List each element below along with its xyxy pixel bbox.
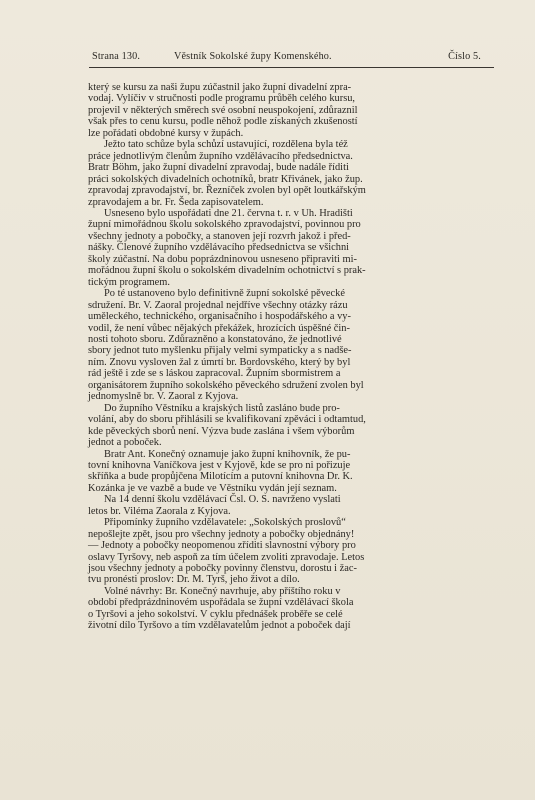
paragraph	[88, 288, 494, 403]
text-line: školy zúčastní. Na dobu poprázdninovou usneseno připraviti mi-	[88, 253, 357, 265]
text-line: jednomyslně br. V. Zaoral z Kyjova.	[88, 391, 239, 403]
text-line: nepošlejte zpět, jsou pro všechny jednoty a pobočky objednány!	[88, 528, 355, 540]
text-line: zpravodajem a br. Fr. Šeda zapisovatelem.	[88, 196, 264, 208]
text-line: životní dílo Tyršovo a tím vzdělavatelům jednot a poboček dají	[88, 620, 351, 632]
text-line: Po té ustanoveno bylo definitivně župní sokolské pěvecké	[104, 288, 345, 300]
text-line: volání, aby do sboru přihlásili se kvalifikovaní zpěváci i odtamtud,	[88, 414, 366, 426]
text-line: Volné návrhy: Br. Konečný navrhuje, aby příštího roku v	[104, 585, 341, 597]
text-line: vodil, že není vůbec nějakých překážek, hrozících úspěšné čin-	[88, 322, 350, 334]
text-line: organisátorem župního sokolského pěveckého sdružení zvolen byl	[88, 379, 364, 391]
page-number: Strana 130.	[92, 51, 141, 62]
text-line: tvu pronésti proslov: Dr. M. Tyrš, jeho život a dílo.	[88, 574, 300, 586]
text-line: vodaj. Vylíčiv v stručnosti podle programu průběh celého kursu,	[88, 93, 356, 105]
text-line: župní mimořádnou školu sokolského zpravodajství, povinnou pro	[88, 219, 361, 231]
text-line: všechny jednoty a pobočky, a stanoven její rozvrh jakož i před-	[88, 230, 351, 242]
text-line: tovní knihovna Vaníčkova jest v Kyjově, kde se pro ni pořizuje	[88, 459, 351, 471]
issue-number: Číslo 5.	[448, 51, 481, 62]
text-line: — Jednoty a pobočky neopomenou zříditi slavnostní výbory pro	[88, 540, 356, 552]
text-line: mořádnou župní školu o sokolském divadelním ochotnictví s prak-	[88, 265, 366, 277]
paragraph	[88, 494, 494, 517]
text-line: Ježto tato schůze byla schůzí ustavující, rozdělena byla též	[104, 139, 348, 151]
text-line: tickým programem.	[88, 276, 170, 288]
text-line: projevil v některých směrech své osobní neuspokojení, zdůraznil	[88, 104, 358, 116]
text-line: Do župního Věstníku a krajských listů zasláno bude pro-	[104, 402, 340, 414]
text-line: uměleckého, technického, organisačního i hospodářského a vy-	[88, 311, 351, 323]
paragraph	[88, 139, 494, 208]
paragraph	[88, 586, 494, 632]
text-line: Usneseno bylo uspořádati dne 21. června t. r. v Uh. Hradišti	[104, 207, 353, 219]
text-line: práci sokolských divadelních ochotníků, bratr Křivánek, jako žup.	[88, 173, 363, 185]
paragraph	[88, 449, 494, 495]
text-line: rád ještě i zde se s láskou zapracoval. Župním sbormistrem a	[88, 368, 341, 380]
text-line: který se kursu za naši župu zúčastnil jako župní divadelní zpra-	[88, 82, 352, 93]
paragraph	[88, 517, 494, 586]
journal-title: Věstník Sokolské župy Komenského.	[174, 51, 332, 62]
text-line: Bratr Ant. Konečný oznamuje jako župní knihovník, že pu-	[104, 448, 351, 460]
article-body	[88, 82, 494, 632]
text-line: Na 14 denní školu vzdělávací Čsl. O. S. navrženo vyslati	[104, 494, 341, 506]
text-line: Připomínky župního vzdělavatele: „Sokolských proslovů“	[104, 517, 346, 529]
text-line: zpravodaj zpravodajství, br. Řezníček zvolen byl opět loutkářským	[88, 185, 366, 197]
text-line: ním. Znovu vysloven žal z úmrtí br. Bordovského, který by byl	[88, 356, 351, 368]
header-rule	[89, 67, 494, 68]
text-line: Bratr Böhm, jako župní divadelní zpravodaj, bude nadále říditi	[88, 162, 349, 174]
text-line: jednot a poboček.	[88, 437, 162, 449]
text-line: letos br. Viléma Zaorala z Kyjova.	[88, 505, 231, 517]
text-line: jsou všechny jednoty a pobočky povinny členstvu, dorostu i žac-	[88, 563, 357, 575]
text-line: nášky. Členové župního vzdělávacího předsednictva se všichni	[88, 242, 350, 254]
text-line: lze pořádati obdobné kursy v župách.	[88, 127, 244, 139]
text-line: sdružení. Br. V. Zaoral projednal nejdříve všechny otázky rázu	[88, 299, 348, 311]
text-line: oslavy Tyršovy, neb aspoň za tím účelem zvoliti zpravodaje. Letos	[88, 551, 365, 563]
text-line: Kozánka je ve vazbě a bude ve Věstníku vydán její seznam.	[88, 482, 337, 494]
paragraph	[88, 208, 494, 288]
text-line: však přes to cenu kursu, podle něhož podle získaných zkušeností	[88, 116, 358, 128]
text-line: nosti tohoto sboru. Zdůrazněno a konstatováno, že jednotlivé	[88, 333, 342, 345]
text-line: sbory jednot tuto myšlenku přijaly velmi sympaticky a s nadše-	[88, 345, 352, 357]
paragraph	[88, 403, 494, 449]
running-header	[92, 51, 481, 67]
text-line: období předprázdninovém uspořádala se župní vzdělávací škola	[88, 597, 354, 609]
paragraph	[88, 82, 494, 139]
text-line: kde pěveckých sborů není. Výzva bude zaslána i všem výborům	[88, 425, 355, 437]
text-line: o Tyršovi a jeho sokolství. V cyklu přednášek proběře se celé	[88, 608, 343, 620]
text-line: skříňka a bude propůjčena Milotícím a putovní knihovna Dr. K.	[88, 471, 353, 483]
text-line: práce jednotlivým členům župního vzdělávacího předsednictva.	[88, 150, 353, 162]
